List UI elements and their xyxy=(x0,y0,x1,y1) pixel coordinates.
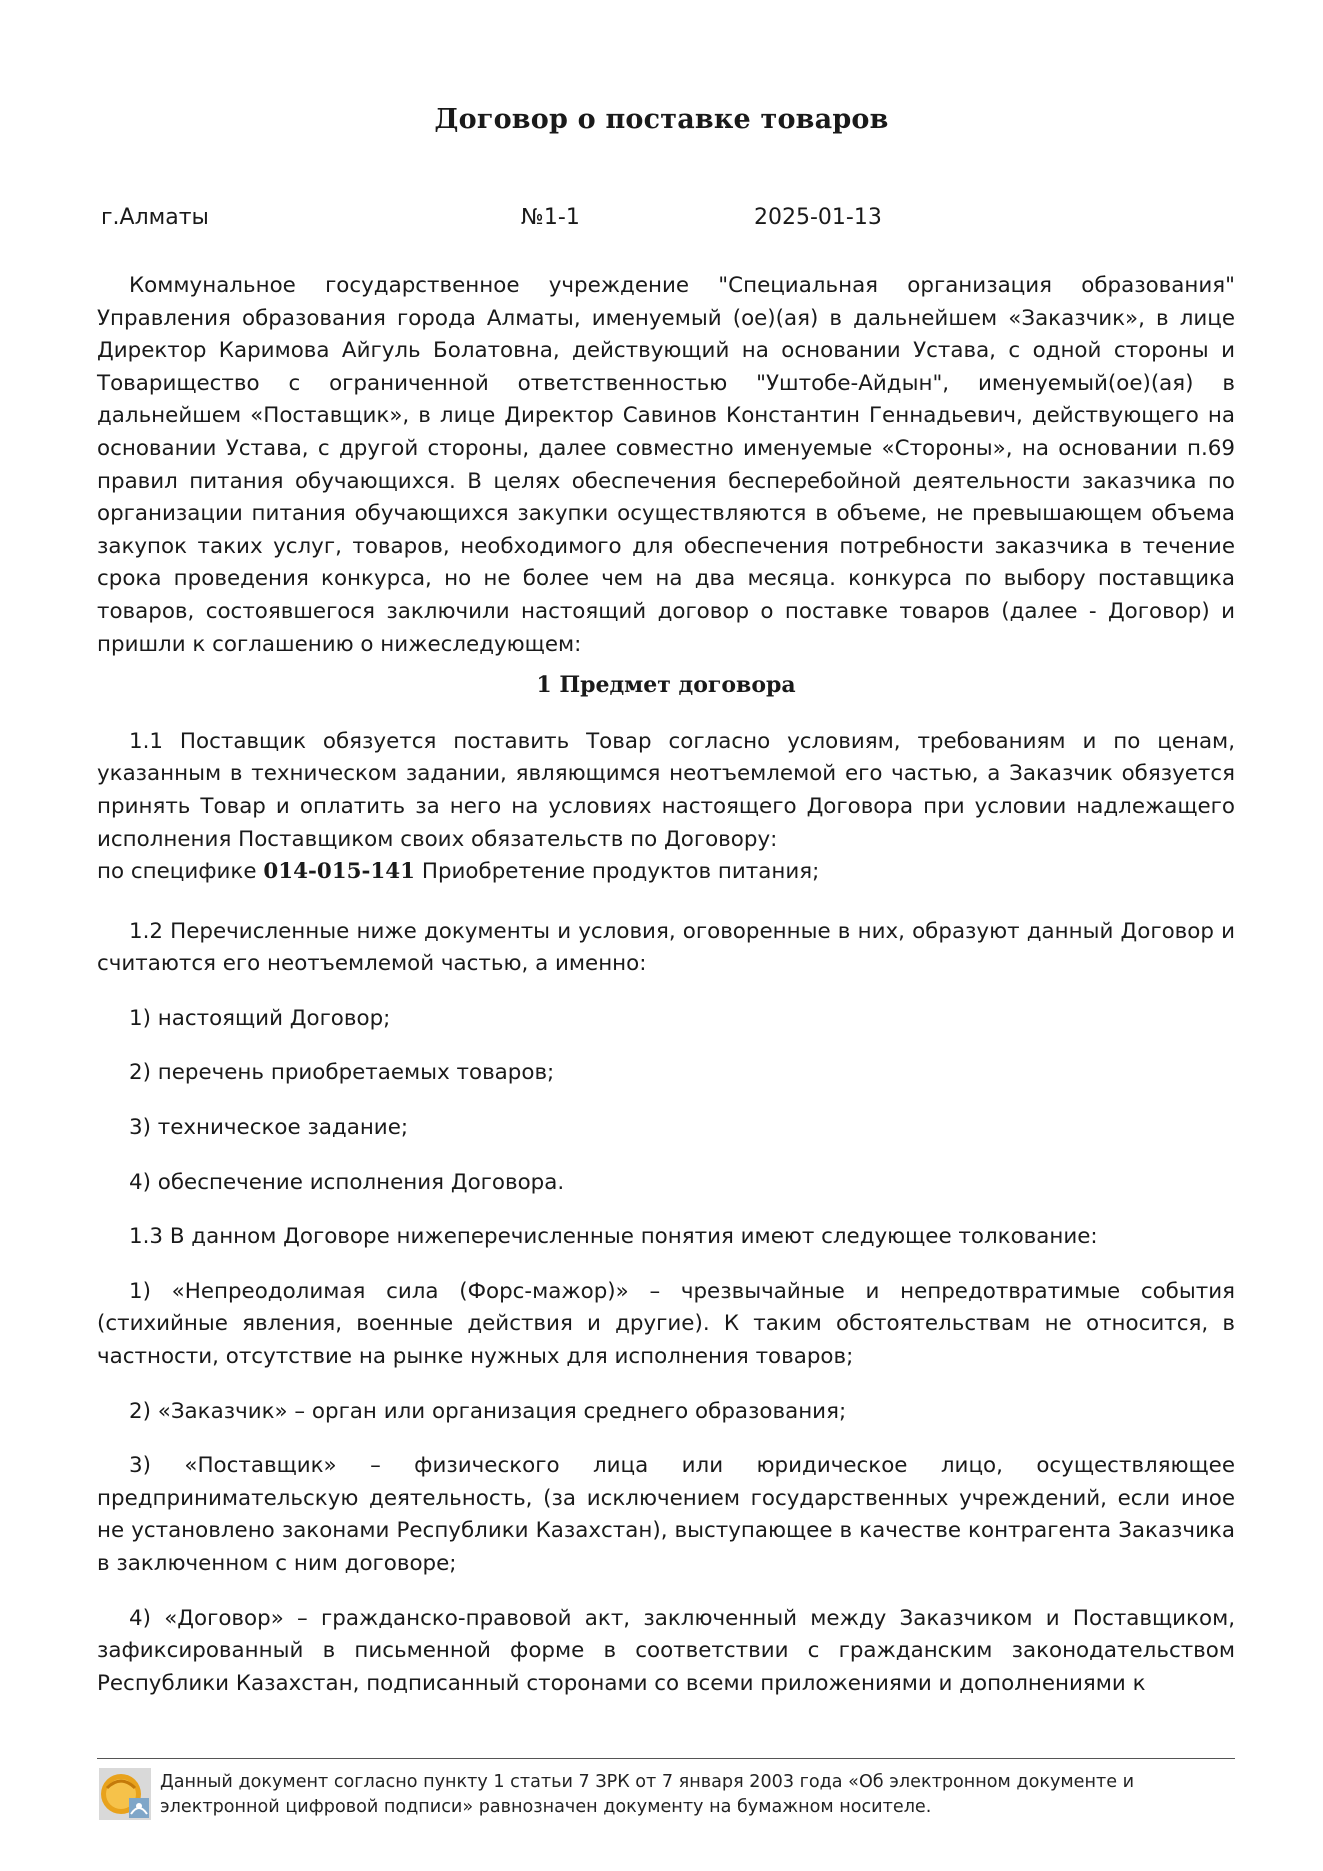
docs-list-item: 3) техническое задание; xyxy=(129,1115,409,1141)
contract-city: г.Алматы xyxy=(101,205,209,230)
definition-item: 3) «Поставщик» – физического лица или юридическое лицо, осуществляющее предпринимательскую деятельность, (за исключением государственных учреждений, если иное не установлено законами Республики Казахстан), выступающее в качестве контрагента Заказчика в заключенном с ним договоре; xyxy=(97,1453,1235,1576)
definition-item: 1) «Непреодолимая сила (Форс-мажор)» – чрезвычайные и непредотвратимые события (стихийные явления, военные действия и другие). К таким обстоятельствам не относится, в частности, отсутствие на рынке нужных для исполнения товаров; xyxy=(97,1278,1235,1370)
clause-1-3: 1.3 В данном Договоре нижеперечисленные понятия имеют следующее толкование: xyxy=(129,1224,1098,1250)
definition-item: 4) «Договор» – гражданско-правовой акт, заключенный между Заказчиком и Поставщиком, зафиксированный в письменной форме в соответствии с гражданским законодательством Республики Казахстан, подписанный сторонами со всеми приложениями и дополнениями к xyxy=(97,1605,1235,1696)
footer-legal-note: Данный документ согласно пункту 1 статьи 7 ЗРК от 7 января 2003 года «Об электронном документе и электронной цифровой подписи» равнозначен документу на бумажном носителе. xyxy=(160,1772,1135,1817)
document-body xyxy=(97,270,1235,1700)
contract-date: 2025-01-13 xyxy=(754,205,882,230)
spec-suffix: Приобретение продуктов питания; xyxy=(421,859,820,885)
footer-divider xyxy=(97,1758,1235,1759)
section-1-title: 1 Предмет договора xyxy=(536,672,796,699)
docs-list-item: 1) настоящий Договор; xyxy=(129,1005,391,1031)
spec-prefix: по специфике xyxy=(97,859,257,885)
preamble-paragraph: Коммунальное государственное учреждение "Специальная организация образования" Управления образования города Алматы, именуемый (ое)(ая) в дальнейшем «Заказчик», в лице Директор Каримова Айгуль Болатовна, действующий на основании Устава, с одной стороны и Товарищество с ограниченной ответственностью "Уштобе-Айдын", именуемый(ое)(ая) в дальнейшем «Поставщик», в лице Директор Савинов Константин Геннадьевич, действующего на основании Устава, с другой стороны, далее совместно именуемые «Стороны», на основании п.69 правил питания обучающихся. В целях обеспечения бесперебойной деятельности заказчика по организации питания обучающихся закупки осуществляются в объеме, не превышающем объема закупок таких услуг, товаров, необходимого для обеспечения потребности заказчика в течение срока проведения конкурса, но не более чем на два месяца. конкурса по выбору поставщика товаров, состоявшегося заключили настоящий договор о поставке товаров (далее - Договор) и пришли к соглашению о нижеследующем: xyxy=(97,273,1235,657)
clause-1-2: 1.2 Перечисленные ниже документы и условия, оговоренные в них, образуют данный Договор и считаются его неотъемлемой частью, а именно: xyxy=(97,918,1235,977)
definition-item: 2) «Заказчик» – орган или организация среднего образования; xyxy=(129,1398,847,1424)
spec-line xyxy=(97,856,1235,889)
clause-1-1: 1.1 Поставщик обязуется поставить Товар согласно условиям, требованиям и по ценам, указанным в техническом задании, являющимся неотъемлемой его частью, а Заказчик обязуется принять Товар и оплатить за него на условиях настоящего Договора при условии надлежащего исполнения Поставщиком своих обязательств по Договору: xyxy=(97,728,1235,852)
contract-number: №1-1 xyxy=(521,205,580,230)
e-signature-seal-icon xyxy=(99,1768,151,1820)
document-title: Договор о поставке товаров xyxy=(434,104,889,135)
docs-list-item: 2) перечень приобретаемых товаров; xyxy=(129,1060,555,1086)
spec-code: 014-015-141 xyxy=(263,859,416,885)
docs-list-item: 4) обеспечение исполнения Договора. xyxy=(129,1169,565,1195)
